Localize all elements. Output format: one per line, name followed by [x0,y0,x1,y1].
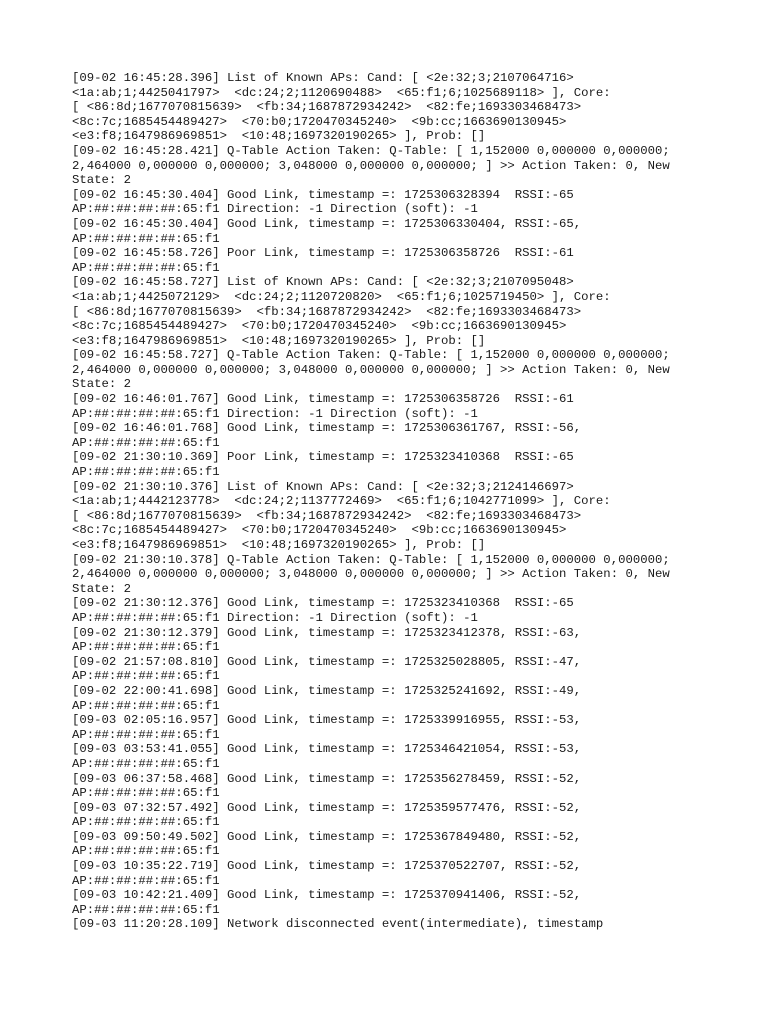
log-line: AP:##:##:##:##:65:f1 [72,669,220,684]
log-line: <1a:ab;1;4425072129> <dc:24;2;1120720820> <65:f1;6;1025719450> ], Core: [72,289,611,304]
log-line: [09-02 21:30:10.369] Poor Link, timestamp =: 1725323410368 RSSI:-65 [72,450,574,465]
log-line: AP:##:##:##:##:65:f1 [72,698,220,713]
log-line: [09-02 16:46:01.767] Good Link, timestamp =: 1725306358726 RSSI:-61 [72,392,574,407]
log-line: [09-02 22:00:41.698] Good Link, timestamp =: 1725325241692, RSSI:-49, [72,683,582,698]
log-line: [09-03 03:53:41.055] Good Link, timestamp =: 1725346421054, RSSI:-53, [72,742,582,757]
log-line: [09-03 10:35:22.719] Good Link, timestamp =: 1725370522707, RSSI:-52, [72,859,582,874]
log-line: <8c:7c;1685454489427> <70:b0;1720470345240> <9b:cc;1663690130945> [72,319,567,334]
log-line: AP:##:##:##:##:65:f1 [72,902,220,917]
log-line: [ <86:8d;1677070815639> <fb:34;1687872934242> <82:fe;1693303468473> [72,100,582,115]
log-line: AP:##:##:##:##:65:f1 [72,727,220,742]
log-line: 2,464000 0,000000 0,000000; 3,048000 0,000000 0,000000; ] >> Action Taken: 0, New [72,158,670,173]
log-line: AP:##:##:##:##:65:f1 Direction: -1 Direction (soft): -1 [72,202,478,217]
log-line: [09-02 21:57:08.810] Good Link, timestamp =: 1725325028805, RSSI:-47, [72,654,582,669]
log-line: AP:##:##:##:##:65:f1 [72,260,220,275]
log-line: [09-02 21:30:12.379] Good Link, timestamp =: 1725323412378, RSSI:-63, [72,625,582,640]
log-line: [09-03 06:37:58.468] Good Link, timestamp =: 1725356278459, RSSI:-52, [72,771,582,786]
log-line: AP:##:##:##:##:65:f1 Direction: -1 Direction (soft): -1 [72,406,478,421]
log-line: [ <86:8d;1677070815639> <fb:34;1687872934242> <82:fe;1693303468473> [72,304,582,319]
log-line: [09-03 10:42:21.409] Good Link, timestamp =: 1725370941406, RSSI:-52, [72,888,582,903]
log-line: [09-02 16:46:01.768] Good Link, timestamp =: 1725306361767, RSSI:-56, [72,421,582,436]
log-line: [09-02 16:45:28.396] List of Known APs: Cand: [ <2e:32;3;2107064716> [72,71,574,85]
log-line: [09-02 21:30:10.378] Q-Table Action Taken: Q-Table: [ 1,152000 0,000000 0,000000; [72,552,670,567]
log-line: [09-02 16:45:58.727] Q-Table Action Taken: Q-Table: [ 1,152000 0,000000 0,000000; [72,348,670,363]
log-line: State: 2 [72,173,132,188]
log-line: [ <86:8d;1677070815639> <fb:34;1687872934242> <82:fe;1693303468473> [72,508,582,523]
log-line: [09-03 11:20:28.109] Network disconnected event(intermediate), timestamp [72,917,604,932]
log-line: State: 2 [72,581,132,596]
log-line: AP:##:##:##:##:65:f1 [72,756,220,771]
log-line: [09-03 02:05:16.957] Good Link, timestamp =: 1725339916955, RSSI:-53, [72,713,582,728]
log-line: AP:##:##:##:##:65:f1 [72,873,220,888]
log-lines [72,71,762,932]
log-line: AP:##:##:##:##:65:f1 [72,786,220,801]
log-line: <1a:ab;1;4442123778> <dc:24;2;1137772469> <65:f1;6;1042771099> ], Core: [72,494,611,509]
log-line: State: 2 [72,377,132,392]
log-line: [09-03 09:50:49.502] Good Link, timestamp =: 1725367849480, RSSI:-52, [72,829,582,844]
log-line: AP:##:##:##:##:65:f1 [72,465,220,480]
log-line: <e3:f8;1647986969851> <10:48;1697320190265> ], Prob: [] [72,538,486,552]
log-line: [09-02 21:30:10.376] List of Known APs: Cand: [ <2e:32;3;2124146697> [72,479,574,494]
log-line: AP:##:##:##:##:65:f1 [72,640,220,655]
log-line: [09-02 16:45:58.726] Poor Link, timestamp =: 1725306358726 RSSI:-61 [72,246,574,261]
log-line: 2,464000 0,000000 0,000000; 3,048000 0,000000 0,000000; ] >> Action Taken: 0, New [72,362,670,377]
log-line: AP:##:##:##:##:65:f1 [72,815,220,830]
log-line: AP:##:##:##:##:65:f1 [72,231,220,246]
log-line: <e3:f8;1647986969851> <10:48;1697320190265> ], Prob: [] [72,129,486,144]
log-line: [09-02 16:45:58.727] List of Known APs: Cand: [ <2e:32;3;2107095048> [72,275,574,290]
log-line: AP:##:##:##:##:65:f1 [72,844,220,859]
log-line: [09-03 07:32:57.492] Good Link, timestamp =: 1725359577476, RSSI:-52, [72,800,582,815]
log-line: [09-02 16:45:30.404] Good Link, timestamp =: 1725306328394 RSSI:-65 [72,187,574,202]
log-line: <8c:7c;1685454489427> <70:b0;1720470345240> <9b:cc;1663690130945> [72,523,567,538]
log-line: [09-02 16:45:28.421] Q-Table Action Taken: Q-Table: [ 1,152000 0,000000 0,000000; [72,143,670,158]
log-line: [09-02 21:30:12.376] Good Link, timestamp =: 1725323410368 RSSI:-65 [72,596,574,611]
log-line: <8c:7c;1685454489427> <70:b0;1720470345240> <9b:cc;1663690130945> [72,114,567,129]
log-line: AP:##:##:##:##:65:f1 Direction: -1 Direction (soft): -1 [72,610,478,625]
log-line: AP:##:##:##:##:65:f1 [72,435,220,450]
log-line: <e3:f8;1647986969851> <10:48;1697320190265> ], Prob: [] [72,333,486,348]
log-line: 2,464000 0,000000 0,000000; 3,048000 0,000000 0,000000; ] >> Action Taken: 0, New [72,567,670,582]
log-document [72,71,762,932]
log-line: [09-02 16:45:30.404] Good Link, timestamp =: 1725306330404, RSSI:-65, [72,216,582,231]
log-line: <1a:ab;1;4425041797> <dc:24;2;1120690488> <65:f1;6;1025689118> ], Core: [72,85,611,100]
